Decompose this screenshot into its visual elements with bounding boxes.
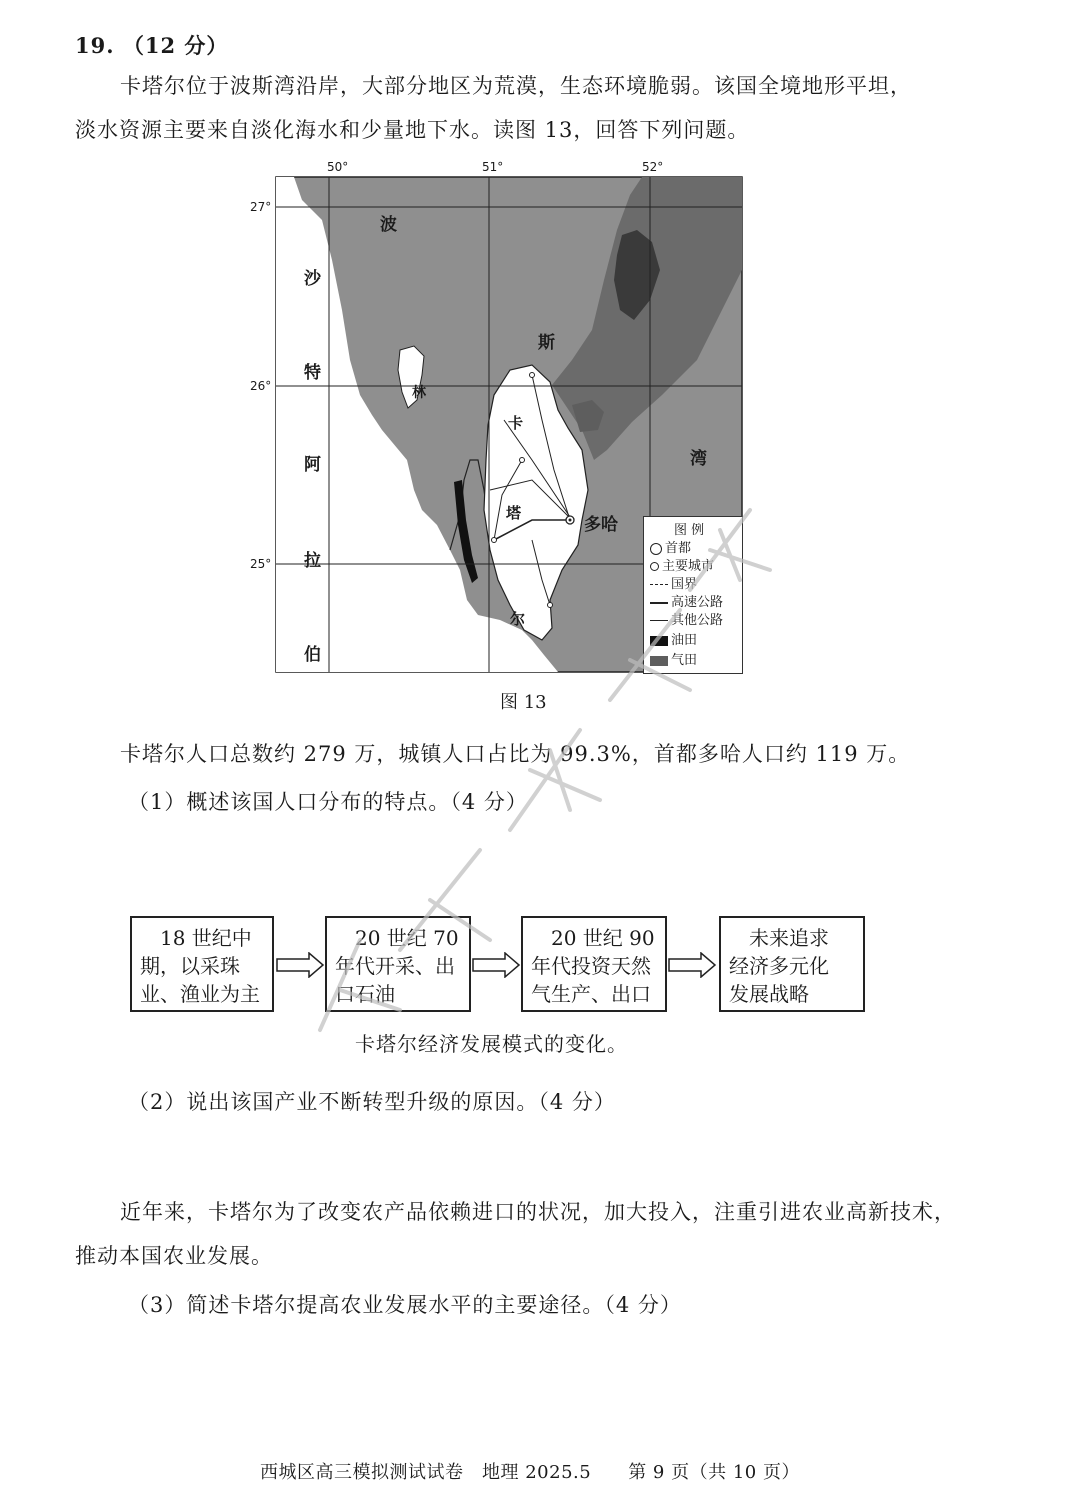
intro-paragraph-line: 淡水资源主要来自淡化海水和少量地下水。读图 13，回答下列问题。 — [75, 118, 750, 142]
flow-arrow-icon — [667, 952, 717, 978]
legend-item-capital: 首都 — [650, 537, 691, 556]
legend-item-gas: 气田 — [650, 649, 697, 668]
population-text: 卡塔尔人口总数约 279 万，城镇人口占比为 99.3%，首都多哈人口约 119 万。 — [120, 742, 911, 766]
map-label-te: 特 — [304, 363, 321, 383]
sub-question-1: （1）概述该国人口分布的特点。（4 分） — [128, 790, 528, 814]
lat-label: 26° — [250, 379, 272, 393]
agriculture-paragraph-line: 推动本国农业发展。 — [75, 1244, 273, 1268]
flow-caption: 卡塔尔经济发展模式的变化。 — [355, 1032, 628, 1056]
agriculture-paragraph-line: 近年来，卡塔尔为了改变农产品依赖进口的状况，加大投入，注重引进农业高新技术， — [120, 1200, 956, 1224]
map-caption: 图 13 — [500, 692, 547, 713]
lat-label: 27° — [250, 200, 272, 214]
lat-label: 25° — [250, 557, 272, 571]
flow-arrow-icon — [471, 952, 521, 978]
map-label-er: 尔 — [510, 610, 526, 628]
legend-item-oil: 油田 — [650, 629, 697, 648]
map-label-bo: 波 — [380, 215, 397, 235]
flow-box-stage-2: 20 世纪 70 年代开采、出 口石油 — [325, 916, 471, 1012]
intro-paragraph-line: 卡塔尔位于波斯湾沿岸，大部分地区为荒漠，生态环境脆弱。该国全境地形平坦， — [120, 74, 912, 98]
border-line-icon — [650, 584, 668, 585]
lon-label: 50° — [327, 160, 349, 174]
city-symbol-icon — [650, 562, 659, 571]
map-label-wan: 湾 — [690, 449, 707, 469]
page-footer: 西城区高三模拟测试试卷 地理 2025.5 第 9 页（共 10 页） — [260, 1462, 800, 1483]
legend-item-border: 国界 — [650, 573, 697, 592]
legend-item-city: 主要城市 — [650, 555, 714, 574]
flow-arrow-icon — [275, 952, 325, 978]
flow-box-stage-4: 未来追求 经济多元化 发展战略 — [719, 916, 865, 1012]
lon-label: 52° — [642, 160, 664, 174]
map-label-si: 斯 — [538, 333, 555, 353]
map-label-la: 拉 — [304, 551, 321, 571]
sub-question-3: （3）简述卡塔尔提高农业发展水平的主要途径。（4 分） — [128, 1293, 682, 1317]
legend-title: 图 例 — [674, 523, 705, 538]
map-label-sha: 沙 — [304, 269, 321, 289]
lon-label: 51° — [482, 160, 504, 174]
question-number: 19. （12 分） — [75, 33, 229, 58]
legend-item-road: 其他公路 — [650, 609, 723, 628]
flow-box-stage-1: 18 世纪中 期，以采珠 业、渔业为主 — [130, 916, 274, 1012]
map-label-ka: 卡 — [508, 414, 524, 432]
map-label-ta: 塔 — [506, 504, 522, 522]
highway-line-icon — [650, 602, 668, 604]
map-label-lin: 林 — [412, 385, 426, 401]
map-label-a: 阿 — [304, 455, 321, 475]
road-line-icon — [650, 620, 668, 621]
sub-question-2: （2）说出该国产业不断转型升级的原因。（4 分） — [128, 1090, 616, 1114]
gas-field-swatch-icon — [650, 656, 668, 666]
map-label-doha: 多哈 — [584, 515, 618, 535]
map-label-bo2: 伯 — [304, 645, 321, 665]
oil-field-swatch-icon — [650, 636, 668, 646]
map-legend — [643, 516, 743, 674]
capital-symbol-icon — [650, 543, 662, 555]
flow-box-stage-3: 20 世纪 90 年代投资天然 气生产、出口 — [521, 916, 667, 1012]
legend-item-highway: 高速公路 — [650, 591, 723, 610]
